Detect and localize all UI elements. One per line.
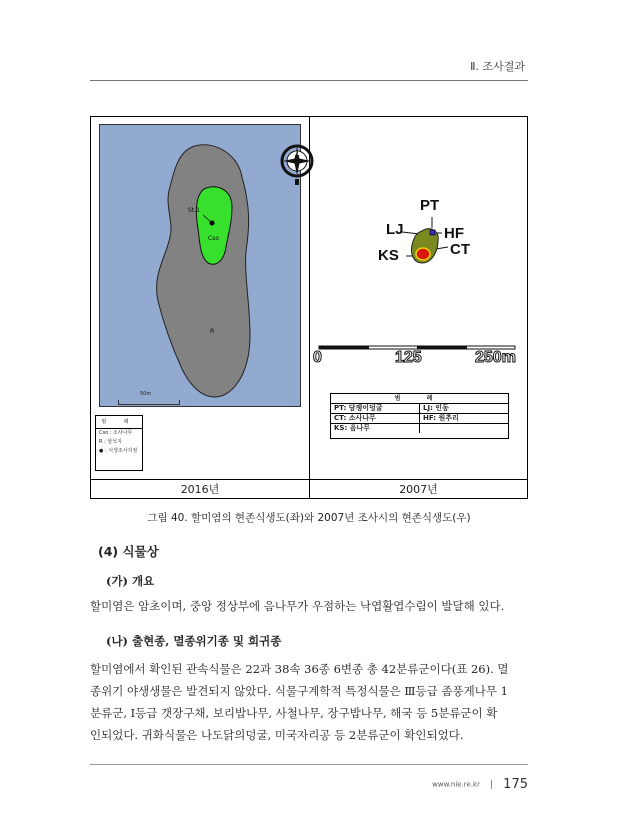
site-label-st1: St.1 (188, 207, 200, 214)
site-label-ks: KS (378, 247, 399, 264)
year-label-right: 2007년 (399, 483, 438, 496)
legend-cell (419, 424, 508, 433)
figure-caption: 그림 40. 할미염의 현존식생도(좌)와 2007년 조사시의 현존식생도(우) (147, 512, 471, 524)
footer-rule (90, 764, 528, 765)
footer-separator (491, 780, 492, 789)
footer-url: www.nie.re.kr (432, 780, 480, 789)
legend-item: R : 암석지 (99, 439, 122, 445)
year-row-divider (91, 479, 527, 480)
legend-2007 (330, 393, 509, 439)
site-label-hf: HF (444, 225, 464, 242)
legend-cell: KS: 음나무 (334, 424, 370, 432)
legend-row (331, 404, 508, 414)
island-outline-map (100, 125, 301, 407)
subheading-overview: (가) 개요 (106, 574, 155, 588)
section-heading-flora: (4) 식물상 (98, 544, 159, 559)
year-label-left: 2016년 (180, 483, 220, 496)
site-label-ct: CT (450, 241, 470, 258)
site-label-lj: LJ (386, 221, 404, 238)
scale-label-zero: 0 (313, 349, 322, 366)
vegetation-map-2016 (99, 124, 301, 407)
scale-label-max: 250m (475, 349, 516, 366)
legend-cell: HF: 원추리 (419, 414, 508, 423)
section-header: Ⅱ. 조사결과 (470, 60, 525, 73)
site-label-pt: PT (420, 197, 440, 214)
paragraph-line: 할미염에서 확인된 관속식물은 22과 38속 36종 6변종 총 42분류군이다(표 26). 멸 (90, 662, 509, 676)
paragraph-species (90, 658, 530, 746)
page-number: 175 (503, 777, 528, 792)
legend-cell: CT: 소사나무 (334, 414, 376, 422)
legend-row (331, 414, 508, 424)
legend-title: 범 례 (331, 394, 508, 404)
svg-text:N: N (295, 151, 299, 157)
scale-label-mid: 125 (395, 349, 422, 366)
legend-2016 (95, 415, 143, 471)
paragraph-line: 종위기 야생생물은 발견되지 않았다. 식물구계학적 특정식물은 Ⅲ등급 좀풍게나무 1 (90, 684, 508, 698)
legend-title: 범 례 (96, 416, 142, 429)
north-arrow-icon (278, 141, 316, 187)
subheading-species: (나) 출현종, 멸종위기종 및 희귀종 (106, 634, 282, 648)
paragraph-overview: 할미염은 암초이며, 중앙 정상부에 음나무가 우점하는 낙엽활엽수림이 발달해 있다. (90, 599, 505, 613)
page-footer (0, 774, 528, 793)
figure-frame (90, 116, 528, 499)
island-shape (157, 145, 250, 397)
header-rule (90, 80, 528, 81)
legend-cell: PT: 담쟁이덩굴 (334, 404, 383, 412)
green-zone-label: Cso (208, 235, 219, 242)
legend-item: ● : 식생조사지점 (99, 448, 138, 454)
site-label-group (310, 187, 527, 277)
paragraph-line: 인되었다. 귀화식물은 나도닭의덩굴, 미국자리공 등 2분류군이 확인되었다. (90, 728, 464, 742)
scale-label-left: 50m (140, 391, 152, 397)
rock-label: R (210, 328, 215, 335)
legend-cell: LJ: 인동 (419, 404, 508, 413)
legend-item: Cso : 소사나무 (99, 430, 133, 436)
scale-bar-left (118, 400, 180, 405)
legend-row (331, 424, 508, 433)
paragraph-line: 분류군, Ⅰ등급 갯장구채, 보리밥나무, 사철나무, 장구밥나무, 해국 등 5분류군이 확 (90, 706, 498, 720)
